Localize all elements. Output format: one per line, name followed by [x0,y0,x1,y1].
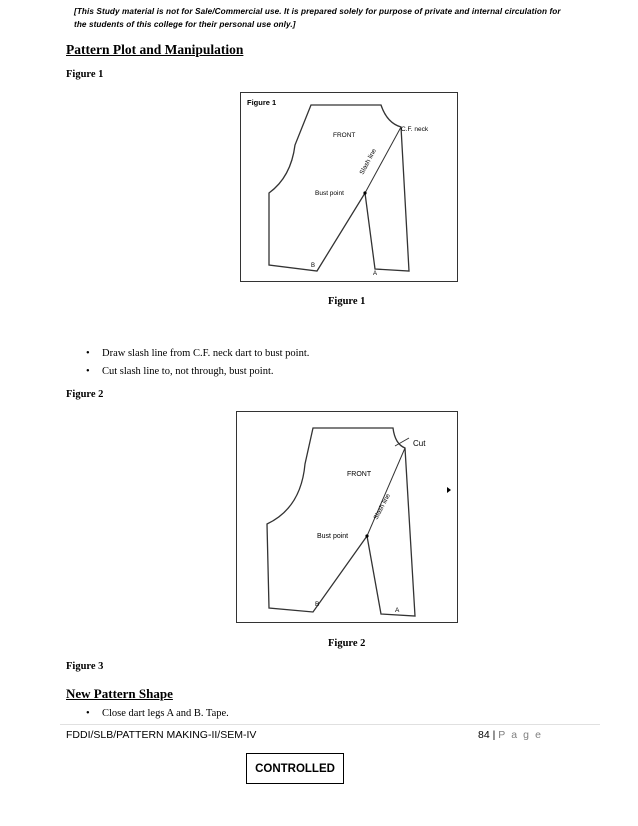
bullet-dot: • [86,348,90,359]
figure2-bust-point-label: Bust point [317,533,349,540]
bullet-item-1 [86,348,309,359]
bullet-dot: • [86,708,90,719]
figure1-caption: Figure 1 [328,296,366,307]
figure2-bodice-outline [267,428,415,616]
figure2-label: Figure 2 [66,389,104,400]
figure1-bodice-outline [269,105,409,271]
figure2-slash-line [367,448,405,536]
figure2-slash-label: Slash line [372,492,392,521]
figure1-bust-point-dot [363,191,366,194]
new-shape-bullet-item [86,708,229,719]
figure2-pattern-drawing [237,412,457,622]
disclaimer-text: [This Study material is not for Sale/Commercial use. It is prepared solely for purpose of private and internal circulation for the students of this college for their personal use only.] [74,7,561,29]
footer-page-word: P a g e [498,729,543,741]
figure2-caption: Figure 2 [328,638,366,649]
new-pattern-shape-heading: New Pattern Shape [66,686,173,701]
figure2-diagram [236,411,458,623]
footer-divider [60,724,600,725]
footer-page-indicator [478,729,543,741]
figure2-b-label: B [315,601,320,608]
bullet-text: Draw slash line from C.F. neck dart to bust point. [102,348,310,359]
figure2-bust-point-dot [365,534,368,537]
bullet-text: Cut slash line to, not through, bust point. [102,366,274,377]
figure1-a-label: A [373,271,378,277]
figure1-cf-neck-label: C.F. neck [401,126,429,133]
page-heading: Pattern Plot and Manipulation [66,42,244,57]
figure1-front-label: FRONT [333,132,356,139]
footer-separator: | [492,729,496,741]
figure1-bust-point-label: Bust point [315,190,344,197]
figure1-pattern-drawing [241,93,457,281]
bullet-dot: • [86,366,90,377]
figure1-inner-title: Figure 1 [247,98,277,107]
figure1-label: Figure 1 [66,69,104,80]
bullet-text: Close dart legs A and B. Tape. [102,708,229,719]
footer-page-number: 84 [478,729,490,741]
figure3-label: Figure 3 [66,661,104,672]
figure2-cut-label: Cut [413,439,426,448]
figure1-diagram [240,92,458,282]
figure2-a-label: A [395,607,400,614]
figure1-b-label: B [311,263,316,269]
footer-course-code: FDDI/SLB/PATTERN MAKING-II/SEM-IV [66,729,257,741]
bullet-item-2 [86,366,274,377]
figure2-front-label: FRONT [347,471,372,478]
figure2-marker-icon [447,487,451,493]
figure1-slash-label: Slash line [358,147,378,176]
controlled-stamp: CONTROLLED [246,753,344,784]
